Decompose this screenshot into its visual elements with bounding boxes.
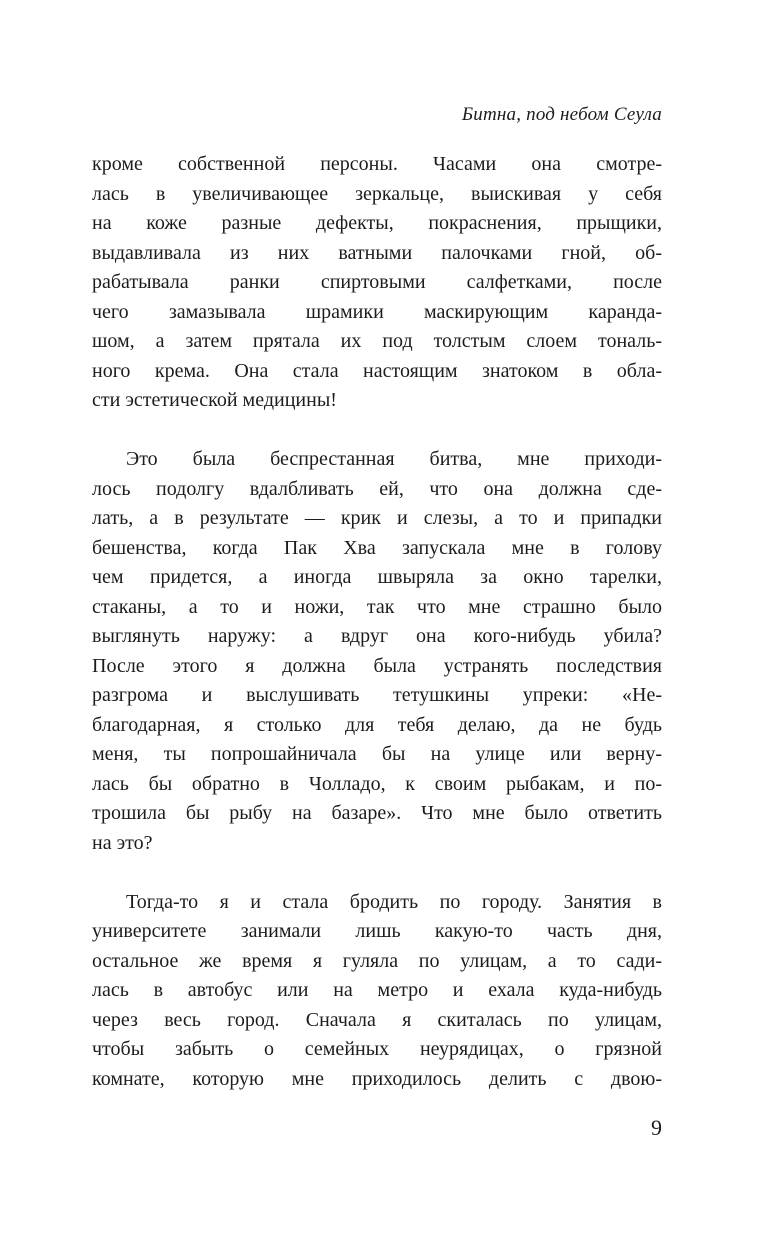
text-block [92,150,662,1094]
text-line: остальное же время я гуляла по улицам, а то сади- [92,949,662,972]
text-line: выглянуть наружу: а вдруг она кого-нибудь убила? [92,625,662,647]
text-line: кроме собственной персоны. Часами она смотре- [92,153,662,175]
page-number: 9 [651,1115,662,1140]
paragraph [92,150,662,416]
text-line: рабатывала ранки спиртовыми салфетками, после [92,271,662,293]
text-line: стаканы, а то и ножи, так что мне страшно было [92,595,662,618]
text-line: на коже разные дефекты, покраснения, прыщики, [92,212,662,234]
text-line: шом, а затем прятала их под толстым слоем тональ- [92,330,662,352]
text-line: сти эстетической медицины! [92,389,337,411]
text-line: лась в увеличивающее зеркальце, выискивая у себя [92,182,662,205]
text-line: на это? [92,831,153,854]
text-line: чем придется, а иногда швыряла за окно тарелки, [92,566,662,588]
text-line: бешенства, когда Пак Хва запускала мне в голову [92,536,662,559]
text-line: университете занимали лишь какую-то часть дня, [92,920,662,942]
text-line: После этого я должна была устранять последствия [92,654,662,677]
text-line: разгрома и выслушивать тетушкины упреки: «Не- [92,684,662,706]
text-line: благодарная, я столько для тебя делаю, да не будь [92,713,662,736]
text-line: меня, ты попрошайничала бы на улице или верну- [92,743,662,765]
text-line: лось подолгу вдалбливать ей, что она должна сде- [92,477,662,500]
text-line: через весь город. Сначала я скиталась по улицам, [92,1008,662,1031]
text-line: выдавливала из них ватными палочками гной, об- [92,241,662,264]
paragraph [92,445,662,858]
text-line: лать, а в результате — крик и слезы, а то и припадки [92,507,662,529]
text-line: лась бы обратно в Чолладо, к своим рыбакам, и по- [92,772,662,795]
text-line: трошила бы рыбу на базаре». Что мне было ответить [92,802,662,824]
text-line: чтобы забыть о семейных неурядицах, о грязной [92,1038,662,1060]
text-line: лась в автобус или на метро и ехала куда-нибудь [92,979,662,1001]
text-line: Тогда-то я и стала бродить по городу. Занятия в [126,890,662,913]
text-line: ного крема. Она стала настоящим знатоком в обла- [92,359,662,382]
running-head: Битна, под небом Сеула [461,104,662,125]
text-line: комнате, которую мне приходилось делить с двою- [92,1067,662,1090]
paragraph [92,888,662,1095]
text-line: чего замазывала шрамики маскирующим каранда- [92,300,662,323]
text-line: Это была беспрестанная битва, мне приходи- [126,448,662,470]
